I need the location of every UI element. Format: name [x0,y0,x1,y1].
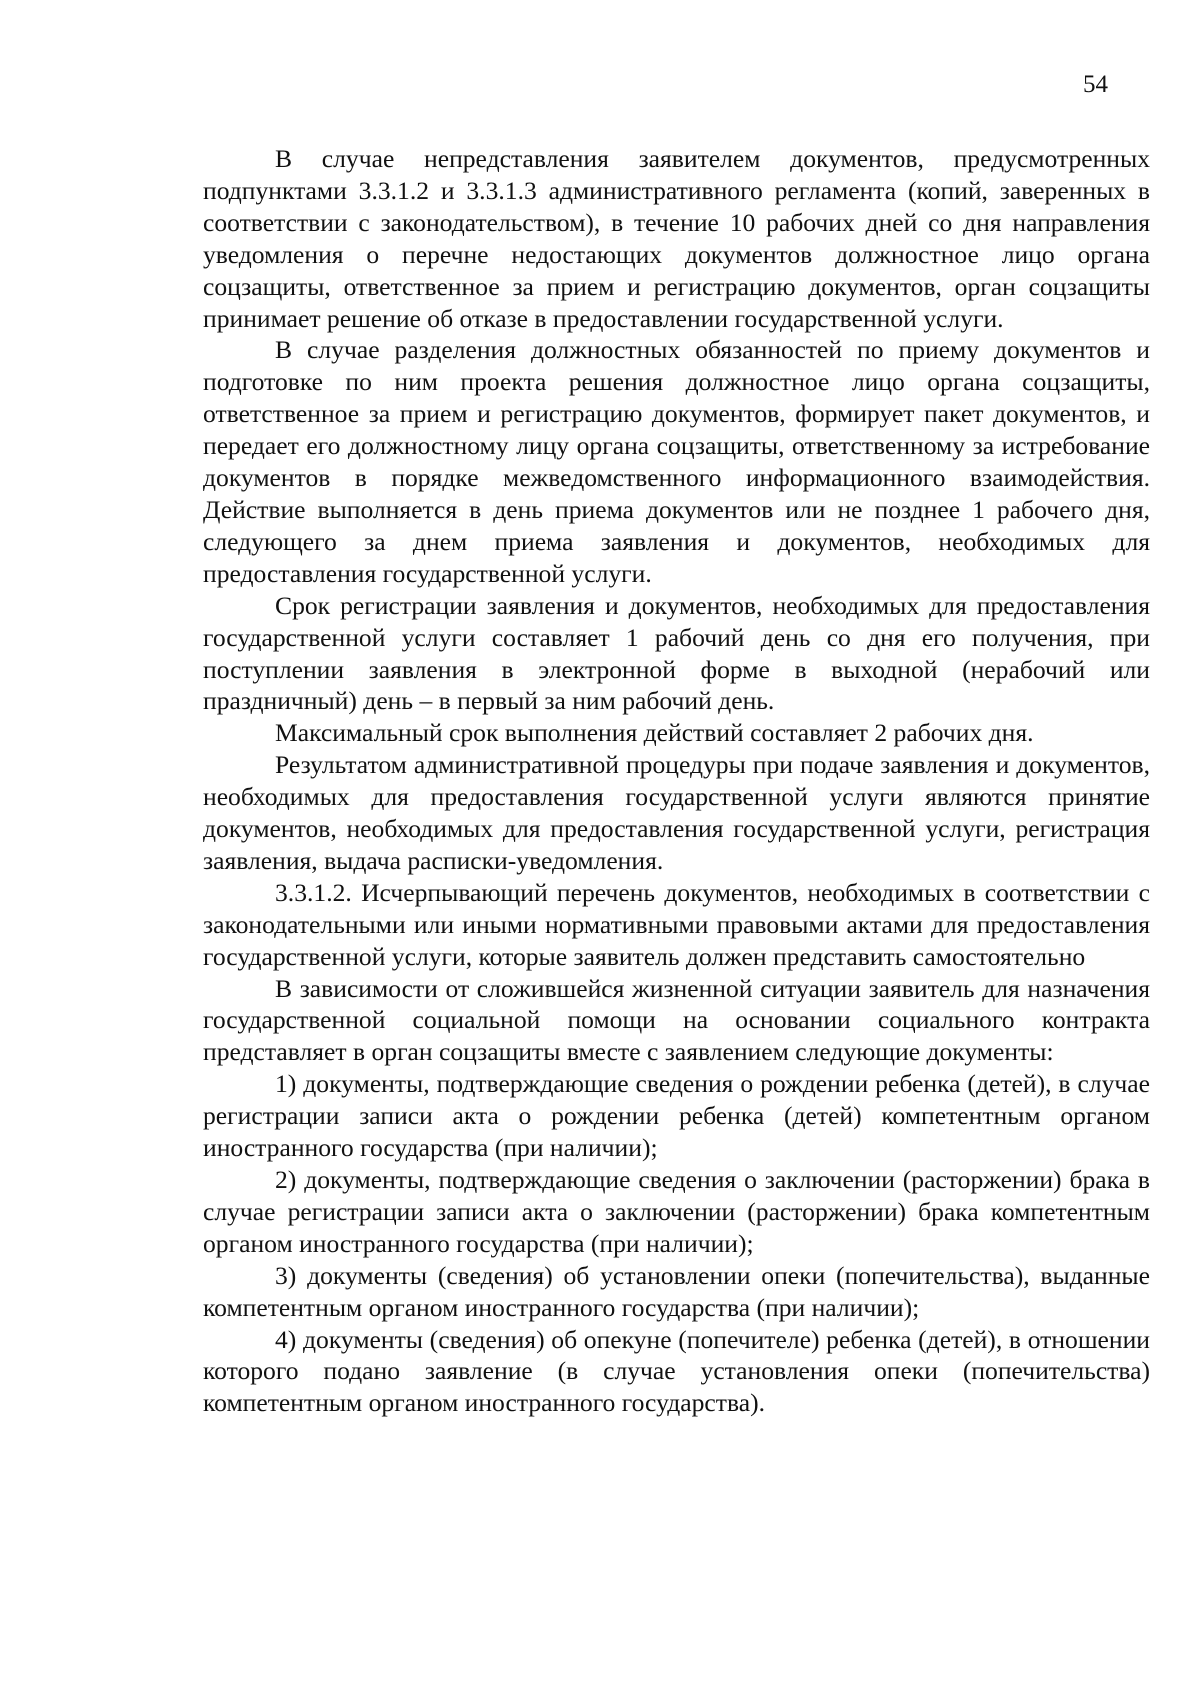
paragraph-procedure-result: Результатом административной процедуры при подаче заявления и документов, необходимых для предоставления государственной услуги являются принятие документов, необходимых для предоставления государственной услуги, регистрация заявления, выдача расписки-уведомления. [203,750,1150,875]
paragraph-refusal: В случае непредставления заявителем документов, предусмотренных подпунктами 3.3.1.2 и 3.3.1.3 административного регламента (копий, заверенных в соответствии с законодательством), в течение 10 рабочих дней со дня направления уведомления о перечне недостающих документов должностное лицо органа соцзащиты, ответственное за прием и регистрацию документов, орган соцзащиты принимает решение об отказе в предоставлении государственной услуги. [203,144,1150,333]
paragraph-duty-separation: В случае разделения должностных обязанностей по приему документов и подготовке по ним проекта решения должностное лицо органа соцзащиты, ответственное за прием и регистрацию документов, формирует пакет документов, и передает его должностному лицу органа соцзащиты, ответственному за истребование документов в порядке межведомственного информационного взаимодействия. Действие выполняется в день приема документов или не позднее 1 рабочего дня, следующего за днем приема заявления и документов, необходимых для предоставления государственной услуги. [203,335,1150,588]
list-item-4: 4) документы (сведения) об опекуне (попечителе) ребенка (детей), в отношении которого подано заявление (в случае установления опеки (попечительства) компетентным органом иностранного государства). [203,1324,1150,1418]
paragraph-section-3-3-1-2: 3.3.1.2. Исчерпывающий перечень документов, необходимых в соответствии с законодательными или иными нормативными правовыми актами для предоставления государственной услуги, которые заявитель должен представить самостоятельно [203,877,1150,971]
page-number: 54 [1083,71,1108,98]
paragraph-max-term: Максимальный срок выполнения действий составляет 2 рабочих дня. [275,718,1034,748]
list-item-2: 2) документы, подтверждающие сведения о заключении (расторжении) брака в случае регистрации записи акта о заключении (расторжении) брака компетентным органом иностранного государства (при наличии); [203,1165,1150,1258]
document-body [203,143,1150,1419]
paragraph-documents-intro: В зависимости от сложившейся жизненной ситуации заявитель для назначения государственной социальной помощи на основании социального контракта представляет в орган соцзащиты вместе с заявлением следующие документы: [203,973,1150,1067]
paragraph-registration-term: Срок регистрации заявления и документов, необходимых для предоставления государственной услуги составляет 1 рабочий день со дня его получения, при поступлении заявления в электронной форме в выходной (нерабочий или праздничный) день – в первый за ним рабочий день. [203,590,1150,716]
list-item-3: 3) документы (сведения) об установлении опеки (попечительства), выданные компетентным органом иностранного государства (при наличии); [203,1260,1150,1322]
list-item-1: 1) документы, подтверждающие сведения о рождении ребенка (детей), в случае регистрации записи акта о рождении ребенка (детей) компетентным органом иностранного государства (при наличии); [203,1069,1150,1163]
